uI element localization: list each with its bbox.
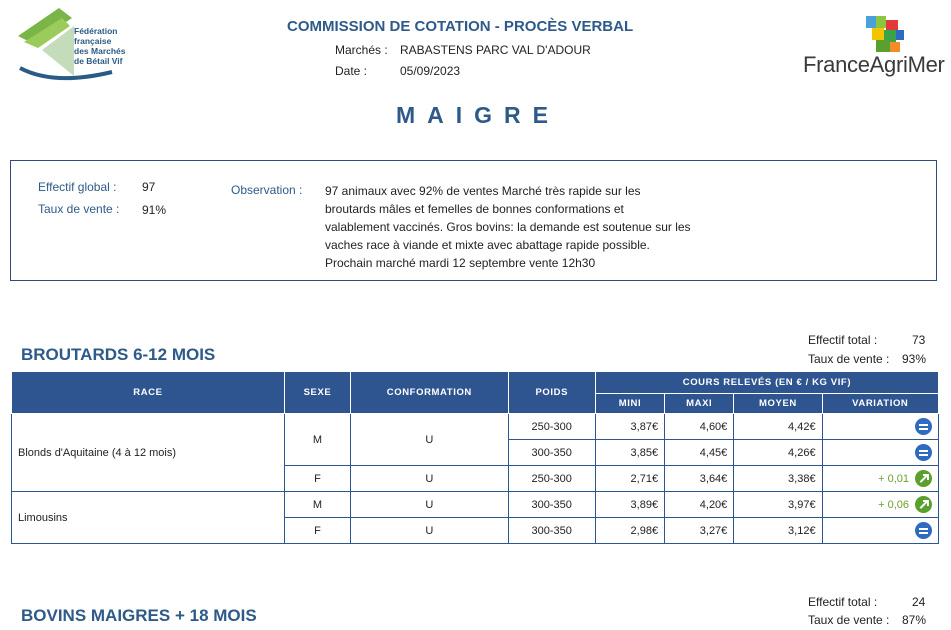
arrow-up-icon (915, 496, 932, 513)
conformation-cell: U (351, 492, 509, 518)
sexe-cell: F (284, 518, 350, 544)
section2-effectif-value: 24 (912, 595, 926, 609)
section2-taux-label: Taux de vente : (808, 613, 890, 627)
marches-value: RABASTENS PARC VAL D'ADOUR (400, 43, 591, 57)
race-cell: Limousins (12, 492, 285, 544)
maxi-cell: 4,20€ (665, 492, 734, 518)
race-cell: Blonds d'Aquitaine (4 à 12 mois) (12, 414, 285, 492)
section2-taux-value: 87% (902, 613, 927, 627)
mini-cell: 2,71€ (595, 466, 664, 492)
header-sexe: SEXE (284, 372, 350, 414)
date-label: Date : (335, 64, 368, 78)
header-maxi: MAXI (665, 394, 734, 414)
variation-value: + 0,01 (878, 472, 909, 485)
page-title: COMMISSION DE COTATION - PROCÈS VERBAL (287, 18, 634, 35)
variation-cell (822, 440, 938, 466)
section1-taux-label: Taux de vente : (808, 352, 890, 366)
moyen-cell: 4,26€ (734, 440, 822, 466)
observation-line: valablement vaccinés. Gros bovins: la demande est soutenue sur les (325, 220, 691, 234)
table-row (12, 414, 939, 440)
conformation-cell: U (351, 518, 509, 544)
poids-cell: 250-300 (508, 414, 595, 440)
effectif-global-value: 97 (142, 180, 156, 194)
ffm-logo-line: des Marchés (74, 46, 126, 56)
mini-cell: 2,98€ (595, 518, 664, 544)
poids-cell: 300-350 (508, 492, 595, 518)
header-variation: VARIATION (822, 394, 938, 414)
franceagrimer-logo-text: FranceAgriMer (803, 52, 945, 77)
variation-cell (822, 414, 938, 440)
header-mini: MINI (595, 394, 664, 414)
observation-line: broutards mâles et femelles de bonnes conformations et (325, 202, 624, 216)
header-poids: POIDS (508, 372, 595, 414)
franceagrimer-logo-icon (866, 16, 906, 56)
ffm-logo-text (74, 26, 126, 66)
section1-effectif-value: 73 (912, 333, 926, 347)
moyen-cell: 3,38€ (734, 466, 822, 492)
poids-cell: 300-350 (508, 440, 595, 466)
taux-vente-label: Taux de vente : (38, 202, 120, 216)
header-moyen: MOYEN (734, 394, 822, 414)
category-title: MAIGRE (396, 102, 560, 128)
section1-effectif-label: Effectif total : (808, 333, 878, 347)
conformation-cell: U (351, 414, 509, 466)
observation-line: vaches race à viande et mixte avec abattage rapide possible. (325, 238, 650, 252)
equal-icon (915, 418, 932, 435)
equal-icon (915, 522, 932, 539)
cotation-table (11, 371, 939, 544)
effectif-global-label: Effectif global : (38, 180, 117, 194)
maxi-cell: 3,27€ (665, 518, 734, 544)
section2-effectif-label: Effectif total : (808, 595, 878, 609)
moyen-cell: 3,12€ (734, 518, 822, 544)
sexe-cell: F (284, 466, 350, 492)
ffm-logo-line: Fédération (74, 26, 118, 36)
marches-label: Marchés : (335, 43, 388, 57)
moyen-cell: 4,42€ (734, 414, 822, 440)
variation-cell (822, 518, 938, 544)
ffm-logo-line: de Bétail Vif (74, 56, 123, 66)
variation-cell (822, 492, 938, 518)
date-value: 05/09/2023 (400, 64, 461, 78)
equal-icon (915, 444, 932, 461)
poids-cell: 300-350 (508, 518, 595, 544)
mini-cell: 3,85€ (595, 440, 664, 466)
taux-vente-value: 91% (142, 203, 167, 217)
header-conformation: CONFORMATION (351, 372, 509, 414)
variation-cell (822, 466, 938, 492)
poids-cell: 250-300 (508, 466, 595, 492)
section1-taux-value: 93% (902, 352, 927, 366)
conformation-cell: U (351, 466, 509, 492)
header-cours: COURS RELEVÉS (EN € / KG VIF) (595, 372, 938, 394)
arrow-up-icon (915, 470, 932, 487)
observation-line: 97 animaux avec 92% de ventes Marché très rapide sur les (325, 184, 641, 198)
maxi-cell: 4,45€ (665, 440, 734, 466)
header-race: RACE (12, 372, 285, 414)
mini-cell: 3,89€ (595, 492, 664, 518)
table-row (12, 492, 939, 518)
variation-value: + 0,06 (878, 498, 909, 511)
sexe-cell: M (284, 492, 350, 518)
section1-title: BROUTARDS 6-12 MOIS (21, 345, 216, 364)
ffm-logo-line: française (74, 36, 112, 46)
mini-cell: 3,87€ (595, 414, 664, 440)
observation-text (325, 182, 735, 272)
maxi-cell: 4,60€ (665, 414, 734, 440)
observation-label: Observation : (231, 183, 303, 197)
section2-title: BOVINS MAIGRES + 18 MOIS (21, 606, 257, 625)
moyen-cell: 3,97€ (734, 492, 822, 518)
maxi-cell: 3,64€ (665, 466, 734, 492)
sexe-cell: M (284, 414, 350, 466)
observation-line: Prochain marché mardi 12 septembre vente 12h30 (325, 256, 596, 270)
